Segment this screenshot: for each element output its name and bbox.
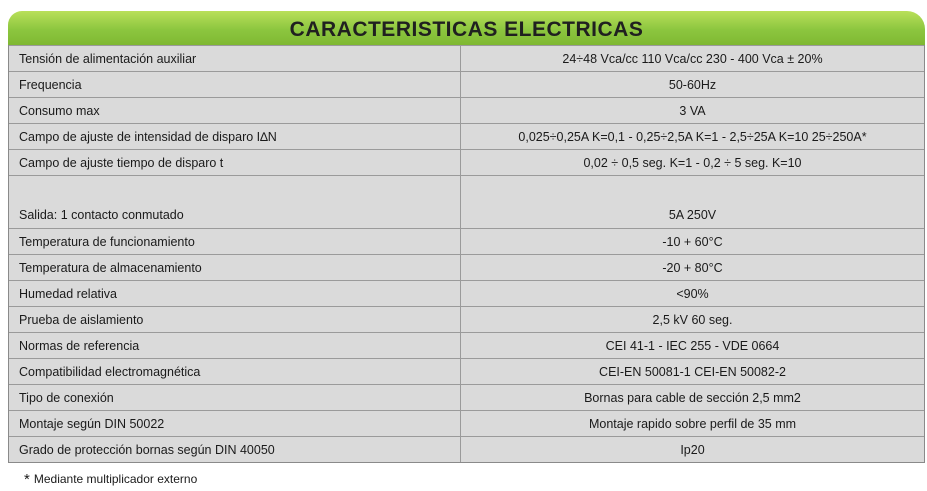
table-row [9, 436, 924, 462]
row-label: Compatibilidad electromagnética [9, 359, 461, 384]
row-label: Consumo max [9, 98, 461, 123]
table-row [9, 97, 924, 123]
row-value: CEI 41-1 - IEC 255 - VDE 0664 [605, 338, 780, 353]
row-value: 0,025÷0,25A K=0,1 - 0,25÷2,5A K=1 - 2,5÷25A K=10 25÷250A* [518, 129, 867, 144]
row-value: 2,5 kV 60 seg. [652, 312, 733, 327]
row-label: Humedad relativa [9, 281, 461, 306]
row-value: 3 VA [679, 103, 706, 118]
footnote-marker: * [24, 471, 30, 488]
row-value: 0,02 ÷ 0,5 seg. K=1 - 0,2 ÷ 5 seg. K=10 [583, 155, 802, 170]
row-label: Campo de ajuste tiempo de disparo t [9, 150, 461, 175]
table-row [9, 332, 924, 358]
row-value: -20 + 80°C [662, 260, 723, 275]
table-row [9, 175, 924, 228]
row-label: Prueba de aislamiento [9, 307, 461, 332]
row-value: Montaje rapido sobre perfil de 35 mm [588, 416, 797, 431]
table-row [9, 149, 924, 175]
spec-sheet [8, 11, 925, 463]
row-value: Ip20 [680, 442, 705, 457]
row-value: -10 + 60°C [662, 234, 723, 249]
table-row [9, 123, 924, 149]
row-value: 5A 250V [668, 208, 717, 222]
table-row [9, 228, 924, 254]
row-value: Bornas para cable de sección 2,5 mm2 [584, 390, 801, 405]
row-label: Tensión de alimentación auxiliar [9, 46, 461, 71]
table-row [9, 45, 924, 71]
table-row [9, 410, 924, 436]
row-label: Temperatura de funcionamiento [9, 229, 461, 254]
section-title: CARACTERISTICAS ELECTRICAS [289, 18, 644, 41]
section-header [8, 11, 925, 45]
table-row [9, 358, 924, 384]
row-label: Frequencia [9, 72, 461, 97]
footnote-text: Mediante multiplicador externo [33, 472, 198, 486]
row-label: Tipo de conexión [9, 385, 461, 410]
row-value: <90% [676, 286, 709, 301]
electrical-characteristics-table [8, 45, 925, 463]
row-value: 24÷48 Vca/cc 110 Vca/cc 230 - 400 Vca ± 20% [562, 51, 823, 66]
row-value: CEI-EN 50081-1 CEI-EN 50082-2 [599, 364, 786, 379]
table-row [9, 280, 924, 306]
footnote [24, 470, 197, 487]
row-label: Normas de referencia [9, 333, 461, 358]
row-label: Grado de protección bornas según DIN 40050 [9, 437, 461, 462]
table-row [9, 71, 924, 97]
row-label: Temperatura de almacenamiento [9, 255, 461, 280]
table-row [9, 254, 924, 280]
table-row [9, 306, 924, 332]
row-value: 50-60Hz [668, 77, 717, 92]
row-label: Salida: 1 contacto conmutado [9, 176, 461, 228]
row-label: Montaje según DIN 50022 [9, 411, 461, 436]
table-row [9, 384, 924, 410]
row-label: Campo de ajuste de intensidad de disparo I∆N [9, 124, 461, 149]
